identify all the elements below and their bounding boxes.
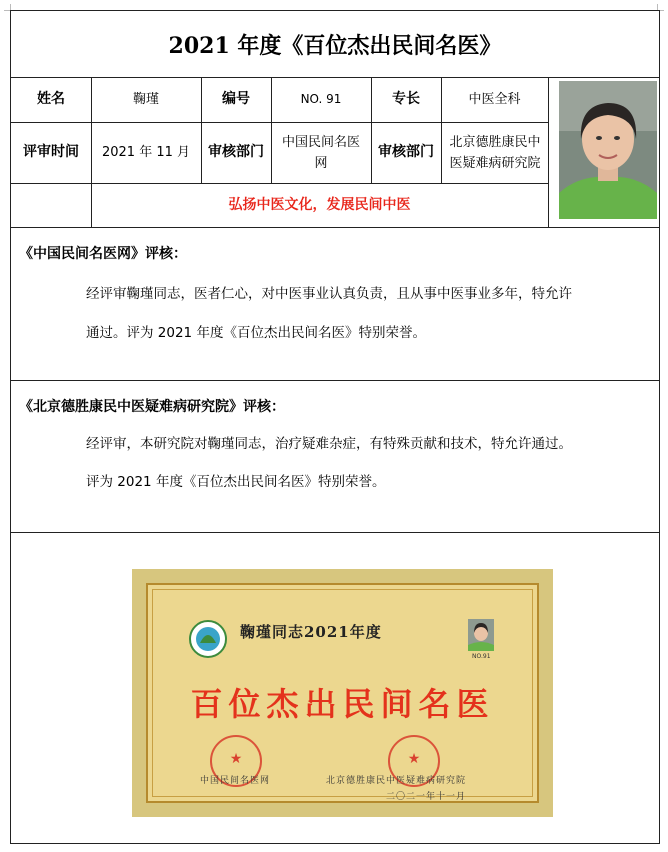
review-time-label: 评审时间	[23, 144, 79, 160]
certificate-photo	[468, 619, 494, 651]
name-value: 鞠瑾	[132, 92, 159, 107]
page-title: 2021 年度《百位杰出民间名医》	[168, 32, 502, 59]
audit-dept-label: 审核部门	[208, 144, 264, 160]
review1-title: 《中国民间名医网》评核：	[19, 246, 187, 262]
specialty-value: 中医全科	[468, 92, 521, 107]
review-time-value: 2021 年 11 月	[101, 145, 191, 160]
audit-dept-value: 中国民间名医网	[281, 134, 360, 171]
row-divider	[11, 380, 659, 381]
certificate-border	[146, 583, 539, 803]
name-label: 姓名	[37, 91, 65, 107]
document-table	[10, 10, 660, 844]
col-divider	[548, 77, 549, 227]
audit-dept-label: 审核部门	[378, 144, 434, 160]
certificate-image	[132, 569, 553, 817]
specialty-label: 专长	[392, 91, 420, 107]
doctor-photo	[559, 81, 657, 219]
certificate-issuer-1: 中国民间名医网	[200, 776, 271, 786]
review1-line1: 经评审鞠瑾同志，医者仁心，对中医事业认真负责，且从事中医事业多年，特允许	[86, 286, 572, 302]
audit-dept-value: 北京德胜康民中医疑难病研究院	[449, 134, 541, 171]
id-value: NO. 91	[300, 92, 342, 106]
certificate-header: 鞠瑾同志2021年度	[240, 623, 382, 641]
certificate-title: 百位杰出民间名医	[190, 685, 495, 723]
row-divider	[11, 227, 659, 228]
review1-line2: 通过。评为 2021 年度《百位杰出民间名医》特别荣誉。	[86, 325, 426, 341]
portrait-image	[559, 81, 657, 219]
review2-line1: 经评审，本研究院对鞠瑾同志，治疗疑难杂症，有特殊贡献和技术，特允许通过。	[86, 436, 572, 452]
slogan: 弘扬中医文化，发展民间中医	[228, 196, 411, 213]
certificate-photo-number: NO.91	[472, 653, 491, 660]
certificate-date: 二〇二一年十一月	[386, 792, 467, 802]
logo-icon	[188, 619, 228, 659]
row-divider	[11, 532, 659, 533]
portrait-thumbnail	[468, 619, 494, 651]
review2-title: 《北京德胜康民中医疑难病研究院》评核：	[19, 399, 285, 415]
certificate-issuer-2: 北京德胜康民中医疑难病研究院	[326, 776, 467, 786]
slogan-cell	[91, 183, 548, 227]
id-label: 编号	[222, 91, 250, 107]
review2-line2: 评为 2021 年度《百位杰出民间名医》特别荣誉。	[86, 474, 386, 490]
